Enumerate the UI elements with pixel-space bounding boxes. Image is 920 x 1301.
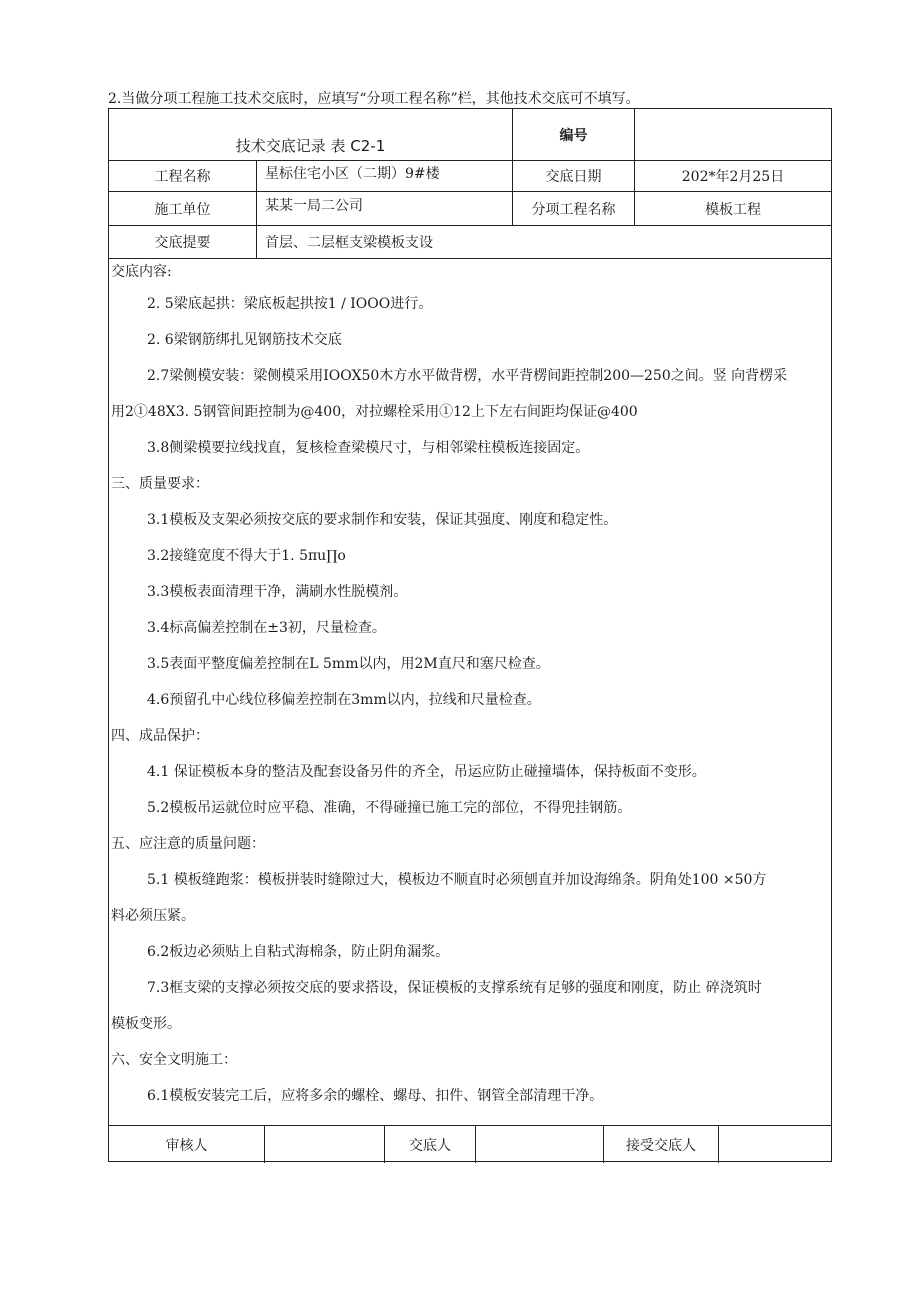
content-line: 4.6预留孔中心线位移偏差控制在3mm以内，拉线和尺量检查。 bbox=[147, 692, 541, 708]
sub-project-field[interactable]: 模板工程 bbox=[635, 192, 831, 226]
content-line: 5.1 模板缝跑浆：模板拼装时缝隙过大，模板边不顺直时必须刨直并加设海绵条。阴角处100 ×50方 bbox=[147, 872, 767, 888]
content-line: 2.7梁侧模安装：梁侧模采用IOOX50木方水平做背楞，水平背楞间距控制200—250之间。竖 向背楞采 bbox=[147, 368, 788, 384]
summary-field[interactable]: 首层、二层框支梁模板支设 bbox=[257, 226, 831, 259]
project-name-field[interactable]: 星标住宅小区（二期）9#楼 bbox=[257, 161, 513, 192]
content-line: 用2①48X3. 5钢管间距控制为@400，对拉螺栓采用①12上下左右间距均保证@400 bbox=[111, 404, 638, 420]
form-note: 2.当做分项工程施工技术交底时，应填写“分项工程名称”栏，其他技术交底可不填写。 bbox=[108, 91, 640, 107]
section-heading: 五、应注意的质量问题： bbox=[111, 836, 265, 852]
project-name-label: 工程名称 bbox=[109, 161, 257, 192]
content-line: 模板变形。 bbox=[111, 1016, 181, 1032]
receiver-label: 接受交底人 bbox=[604, 1126, 719, 1163]
receiver-field[interactable] bbox=[719, 1126, 831, 1163]
section-heading: 四、成品保护： bbox=[111, 728, 209, 744]
section-heading: 三、质量要求： bbox=[111, 476, 209, 492]
content-line: 2. 6梁钢筋绑扎见钢筋技术交底 bbox=[147, 332, 342, 348]
content-line: 3.3模板表面清理干净，满刷水性脱模剂。 bbox=[147, 584, 408, 600]
content-line: 3.1模板及支架必须按交底的要求制作和安装，保证其强度、刚度和稳定性。 bbox=[147, 512, 618, 528]
number-label: 编号 bbox=[513, 109, 635, 161]
content-line: 6.2板边必须贴上自粘式海棉条，防止阴角漏浆。 bbox=[147, 944, 450, 960]
content-line: 3.4标高偏差控制在±3初，尺量检查。 bbox=[147, 620, 386, 636]
unit-label: 施工单位 bbox=[109, 192, 257, 226]
signature-row bbox=[109, 1125, 831, 1163]
content-line: 3.8侧梁模要拉线找直，复核检查梁模尺寸，与相邻梁柱模板连接固定。 bbox=[147, 440, 590, 456]
content-line: 7.3框支梁的支撑必须按交底的要求搭设，保证模板的支撑系统有足够的强度和刚度，防止 碎浇筑时 bbox=[147, 980, 762, 996]
content-line: 5.2模板吊运就位时应平稳、准确，不得碰撞已施工完的部位，不得兜挂钢筋。 bbox=[147, 800, 632, 816]
form-title: 技术交底记录 表 C2-1 bbox=[109, 109, 513, 161]
discloser-field[interactable] bbox=[476, 1126, 604, 1163]
form-header bbox=[109, 109, 831, 259]
content-line: 3.2接缝宽度不得大于1. 5πu∏o bbox=[147, 548, 346, 564]
disclosure-form bbox=[108, 108, 832, 1162]
reviewer-label: 审核人 bbox=[109, 1126, 265, 1163]
content-line: 2. 5梁底起拱：梁底板起拱按1 / IOOO进行。 bbox=[147, 296, 433, 312]
content-line: 料必须压紧。 bbox=[111, 908, 195, 924]
content-line: 6.1模板安装完工后，应将多余的螺栓、螺母、扣件、钢管全部清理干净。 bbox=[147, 1088, 604, 1104]
content-line: 3.5表面平整度偏差控制在L 5mm以内，用2M直尺和塞尺检查。 bbox=[147, 656, 550, 672]
content-line: 4.1 保证模板本身的整洁及配套设备另件的齐全，吊运应防止碰撞墙体，保持板面不变形。 bbox=[147, 764, 706, 780]
section-heading: 六、安全文明施工： bbox=[111, 1052, 237, 1068]
date-label: 交底日期 bbox=[513, 161, 635, 192]
content-heading: 交底内容: bbox=[111, 264, 172, 280]
date-field[interactable]: 202*年2月25日 bbox=[635, 161, 831, 192]
discloser-label: 交底人 bbox=[385, 1126, 476, 1163]
summary-label: 交底提要 bbox=[109, 226, 257, 259]
number-field[interactable] bbox=[635, 109, 831, 161]
unit-field[interactable]: 某某一局二公司 bbox=[257, 192, 513, 226]
sub-project-label: 分项工程名称 bbox=[513, 192, 635, 226]
reviewer-field[interactable] bbox=[265, 1126, 385, 1163]
